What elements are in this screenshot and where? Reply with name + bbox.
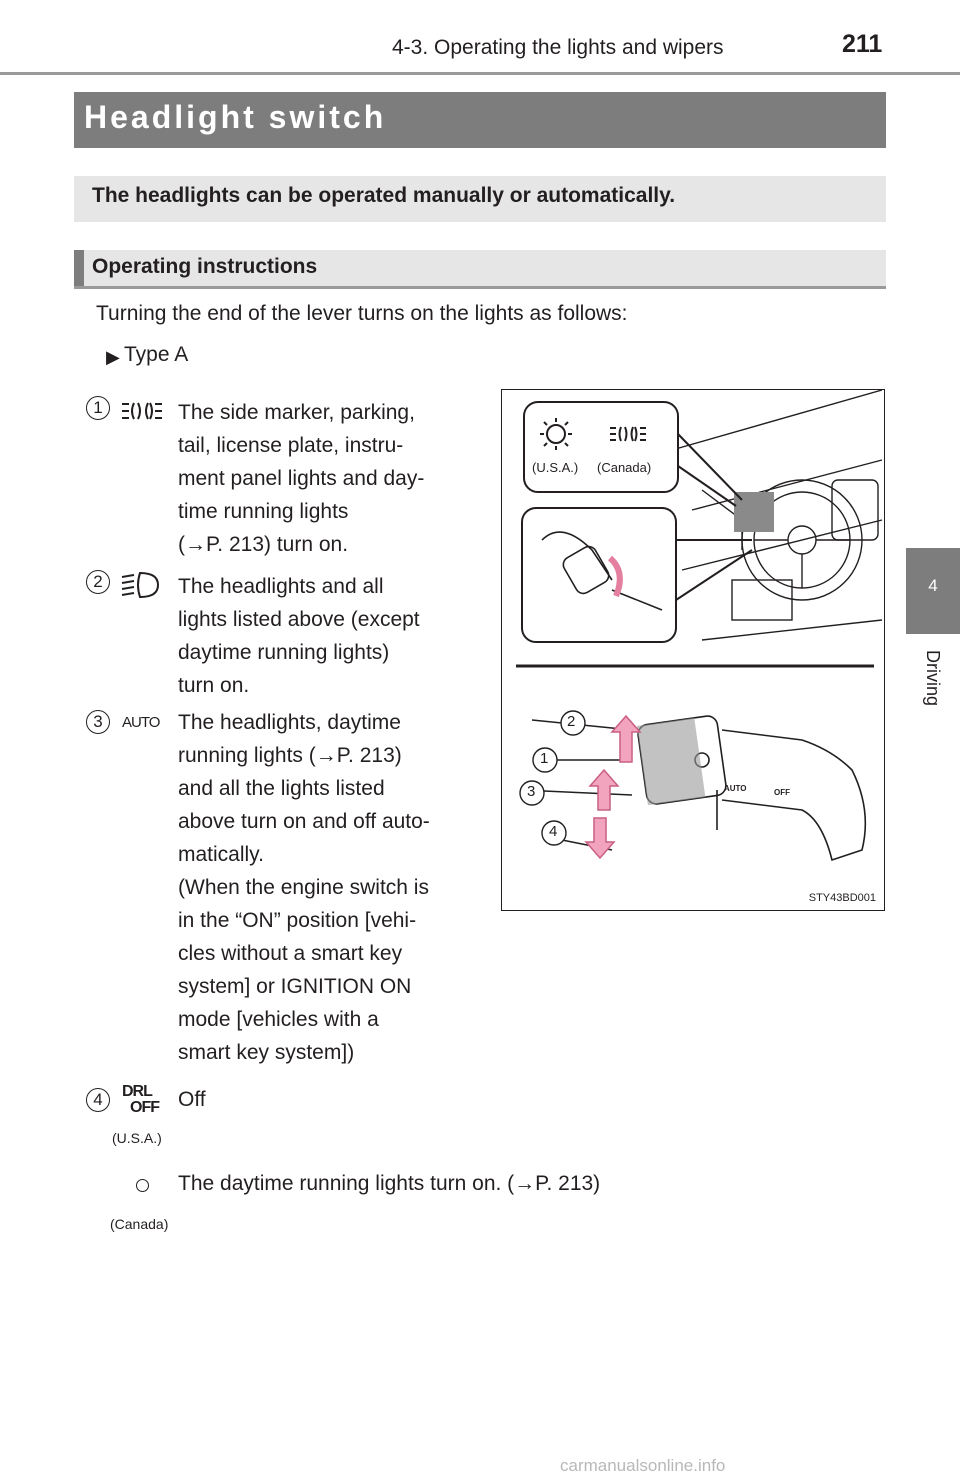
side-marker-lights-icon — [120, 398, 164, 424]
subsection-rule — [74, 286, 886, 289]
page-number: 211 — [842, 30, 883, 58]
subsection-title: Operating instructions — [92, 255, 318, 278]
item-description-1: The side marker, parking, tail, license plate, instru- ment panel lights and day- time running lights (→P. 213) turn on. — [178, 401, 425, 556]
arrow-down-icon-4 — [586, 818, 614, 858]
item-description-3: The headlights, daytime running lights (→P. 213) and all the lights listed above turn on and off auto- matically. (When the engine switch is in the “ON” position [vehi- cles without a smart key system] or IGNITION ON mode [vehicles with a smart key system]) — [178, 711, 430, 1064]
item-number-3: 3 — [86, 710, 110, 734]
header-rule — [0, 72, 960, 75]
body-text: Turning the end of the lever turns on the lights as follows: — [96, 302, 628, 325]
item-number-1: 1 — [86, 396, 110, 420]
lever-number-1: 1 — [540, 750, 549, 767]
figure-code: STY43BD001 — [808, 892, 876, 904]
drl-off-icon: DRL OFF — [122, 1083, 159, 1116]
lever-auto-text: AUTO — [724, 784, 747, 793]
auto-icon: AUTO — [122, 714, 160, 731]
item-description-4: Off — [178, 1088, 206, 1111]
item-number-2: 2 — [86, 570, 110, 594]
arrow-up-icon-3 — [590, 770, 618, 810]
item-number-4: 4 — [86, 1088, 110, 1112]
lever-number-3: 3 — [527, 783, 536, 800]
page-title: Headlight switch — [84, 99, 387, 135]
item-description-2: The headlights and all lights listed above (except daytime running lights) turn on. — [178, 575, 420, 697]
usa-caption: (U.S.A.) — [112, 1130, 162, 1146]
lever-number-2: 2 — [567, 713, 576, 730]
canada-description: The daytime running lights turn on. (→P. 213) — [178, 1172, 601, 1195]
lever-number-4: 4 — [549, 823, 558, 840]
headlight-icon — [120, 570, 160, 600]
type-label: Type A — [124, 343, 189, 366]
lever-off-text: OFF — [774, 788, 790, 797]
triangle-bullet-icon: ▶ — [106, 347, 120, 367]
drl-indicator-icon — [136, 1179, 149, 1192]
arrow-up-icon-2 — [612, 716, 640, 762]
figure-label-canada: (Canada) — [597, 460, 652, 475]
figure-label-usa: (U.S.A.) — [532, 460, 579, 475]
canada-caption: (Canada) — [110, 1216, 169, 1232]
intro-text: The headlights can be operated manually or automatically. — [92, 184, 676, 207]
footer-watermark: carmanualsonline.info — [560, 1456, 726, 1475]
section-header: 4-3. Operating the lights and wipers — [392, 36, 724, 59]
headlight-switch-figure — [501, 389, 885, 911]
chapter-label: Driving — [923, 650, 943, 707]
chapter-number: 4 — [928, 576, 938, 595]
